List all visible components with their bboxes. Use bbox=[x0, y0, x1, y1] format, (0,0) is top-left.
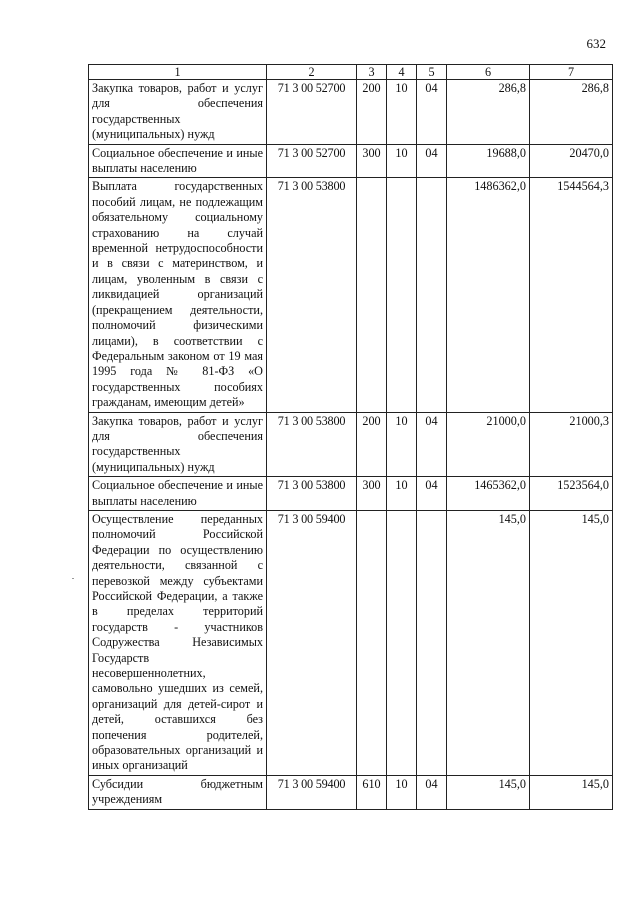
column-header: 5 bbox=[417, 65, 447, 80]
page-number: 632 bbox=[586, 36, 606, 51]
column-header: 6 bbox=[447, 65, 530, 80]
table-row bbox=[89, 144, 613, 178]
expense-type-code bbox=[357, 178, 387, 412]
amount-first: 145,0 bbox=[447, 775, 530, 809]
expense-type-code bbox=[357, 510, 387, 775]
section-code: 10 bbox=[387, 144, 417, 178]
amount-second: 145,0 bbox=[530, 510, 613, 775]
row-description: Субсидии бюджетным учреждениям bbox=[89, 775, 267, 809]
subsection-code: 04 bbox=[417, 477, 447, 511]
expense-type-code: 200 bbox=[357, 80, 387, 145]
expense-type-code: 300 bbox=[357, 477, 387, 511]
section-code: 10 bbox=[387, 412, 417, 477]
column-header: 3 bbox=[357, 65, 387, 80]
section-code: 10 bbox=[387, 80, 417, 145]
table-row bbox=[89, 412, 613, 477]
expense-type-code: 200 bbox=[357, 412, 387, 477]
subsection-code: 04 bbox=[417, 775, 447, 809]
table-row bbox=[89, 477, 613, 511]
amount-second: 1544564,3 bbox=[530, 178, 613, 412]
row-description: Осуществление переданных полномочий Российской Федерации по осуществлению деятельности, связанной с перевозкой между субъектами Российской Федерации, а также в пределах территорий государств - участников Содружества Независимых Государств несовершеннолетних, самовольно ушедших из семей, организаций для детей-сирот и детей, оставшихся без попечения родителей, образовательных организаций и иных организаций bbox=[89, 510, 267, 775]
target-article-code: 71 3 00 59400 bbox=[267, 775, 357, 809]
section-code bbox=[387, 178, 417, 412]
table-row bbox=[89, 80, 613, 145]
table-row bbox=[89, 510, 613, 775]
expense-type-code: 300 bbox=[357, 144, 387, 178]
row-description: Закупка товаров, работ и услуг для обеспечения государственных (муниципальных) нужд bbox=[89, 80, 267, 145]
section-code bbox=[387, 510, 417, 775]
subsection-code bbox=[417, 178, 447, 412]
target-article-code: 71 3 00 59400 bbox=[267, 510, 357, 775]
target-article-code: 71 3 00 53800 bbox=[267, 477, 357, 511]
row-description: Социальное обеспечение и иные выплаты населению bbox=[89, 477, 267, 511]
amount-first: 19688,0 bbox=[447, 144, 530, 178]
target-article-code: 71 3 00 52700 bbox=[267, 144, 357, 178]
subsection-code: 04 bbox=[417, 80, 447, 145]
target-article-code: 71 3 00 53800 bbox=[267, 412, 357, 477]
table-row bbox=[89, 178, 613, 412]
target-article-code: 71 3 00 52700 bbox=[267, 80, 357, 145]
row-description: Закупка товаров, работ и услуг для обеспечения государственных (муниципальных) нужд bbox=[89, 412, 267, 477]
amount-first: 145,0 bbox=[447, 510, 530, 775]
expense-type-code: 610 bbox=[357, 775, 387, 809]
amount-first: 286,8 bbox=[447, 80, 530, 145]
subsection-code bbox=[417, 510, 447, 775]
amount-first: 21000,0 bbox=[447, 412, 530, 477]
section-code: 10 bbox=[387, 775, 417, 809]
amount-second: 20470,0 bbox=[530, 144, 613, 178]
amount-first: 1486362,0 bbox=[447, 178, 530, 412]
section-code: 10 bbox=[387, 477, 417, 511]
row-description: Социальное обеспечение и иные выплаты населению bbox=[89, 144, 267, 178]
row-description: Выплата государственных пособий лицам, не подлежащим обязательному социальному страхованию на случай временной нетрудоспособности и в связи с материнством, и лицам, уволенным в связи с ликвидацией организаций (прекращением деятельности, полномочий физическими лицами), в соответствии с Федеральным законом от 19 мая 1995 года № 81-ФЗ «О государственных пособиях гражданам, имеющим детей» bbox=[89, 178, 267, 412]
target-article-code: 71 3 00 53800 bbox=[267, 178, 357, 412]
column-header: 1 bbox=[89, 65, 267, 80]
amount-second: 286,8 bbox=[530, 80, 613, 145]
column-header: 2 bbox=[267, 65, 357, 80]
budget-table bbox=[88, 64, 613, 810]
scan-speck bbox=[72, 578, 74, 579]
amount-second: 21000,3 bbox=[530, 412, 613, 477]
subsection-code: 04 bbox=[417, 144, 447, 178]
amount-first: 1465362,0 bbox=[447, 477, 530, 511]
amount-second: 145,0 bbox=[530, 775, 613, 809]
column-header: 7 bbox=[530, 65, 613, 80]
amount-second: 1523564,0 bbox=[530, 477, 613, 511]
table-row bbox=[89, 775, 613, 809]
subsection-code: 04 bbox=[417, 412, 447, 477]
column-header: 4 bbox=[387, 65, 417, 80]
table-header-row bbox=[89, 65, 613, 80]
